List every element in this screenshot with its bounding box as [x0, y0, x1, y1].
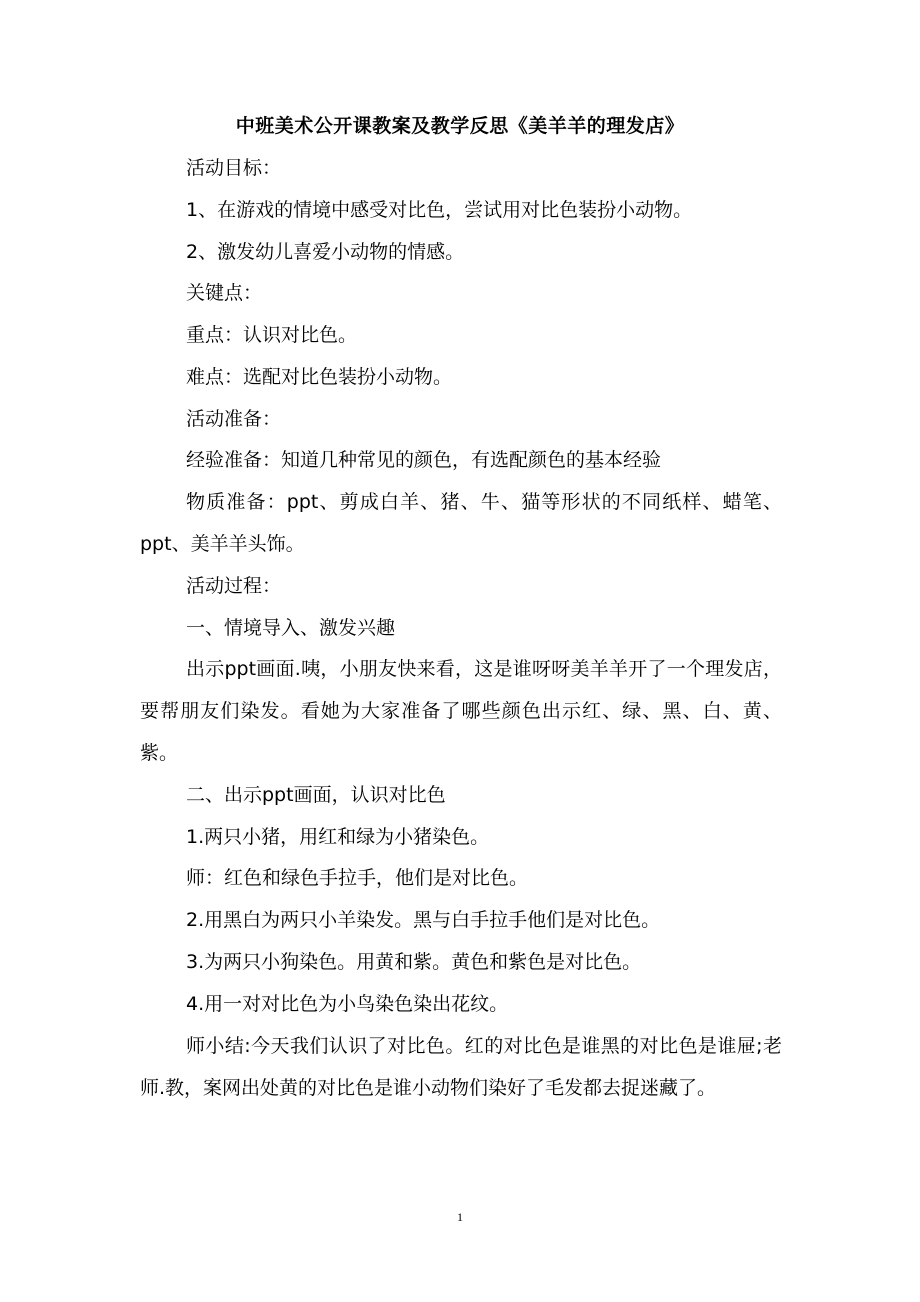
page-number: 1: [457, 1210, 463, 1224]
paragraph-material-prep: 物质准备：ppt、剪成白羊、猪、牛、猫等形状的不同纸样、蜡笔、ppt、美羊羊头饰。: [140, 491, 782, 555]
paragraph-step-1: 1.两只小猪，用红和绿为小猪染色。: [186, 826, 490, 848]
paragraph-step-3: 3.为两只小狗染色。用黄和紫。黄色和紫色是对比色。: [186, 951, 642, 973]
paragraph-focus: 重点：认识对比色。: [186, 324, 358, 346]
paragraph-intro-ppt: 出示ppt画面.咦，小朋友快来看，这是谁呀呀美羊羊开了一个理发店，要帮朋友们染发。看她为大家准备了哪些颜色出示红、绿、黑、白、黄、紫。: [140, 658, 782, 764]
paragraph-step-4: 4.用一对对比色为小鸟染色染出花纹。: [186, 993, 509, 1015]
paragraph-section-2: 二、出示ppt画面，认识对比色: [186, 784, 446, 806]
paragraph-goals-heading: 活动目标：: [186, 157, 282, 179]
paragraph-step-2: 2.用黑白为两只小羊染发。黑与白手拉手他们是对比色。: [186, 909, 661, 931]
paragraph-teacher-1: 师：红色和绿色手拉手，他们是对比色。: [186, 867, 529, 889]
paragraph-goal-1: 1、在游戏的情境中感受对比色，尝试用对比色装扮小动物。: [186, 199, 693, 221]
paragraph-goal-2: 2、激发幼儿喜爱小动物的情感。: [186, 241, 465, 263]
paragraph-key-points-heading: 关键点：: [186, 282, 263, 304]
paragraph-section-1: 一、情境导入、激发兴趣: [186, 617, 396, 639]
paragraph-preparation-heading: 活动准备：: [186, 408, 282, 430]
paragraph-process-heading: 活动过程：: [186, 575, 282, 597]
paragraph-experience-prep: 经验准备：知道几种常见的颜色，有选配颜色的基本经验: [186, 449, 662, 471]
paragraph-difficulty: 难点：选配对比色装扮小动物。: [186, 366, 453, 388]
document-title: 中班美术公开课教案及教学反思《美羊羊的理发店》: [235, 115, 685, 137]
paragraph-summary: 师小结:今天我们认识了对比色。红的对比色是谁黑的对比色是谁屉;老师.教，案网出处黄的对比色是谁小动物们染好了毛发都去捉迷藏了。: [140, 1035, 782, 1099]
